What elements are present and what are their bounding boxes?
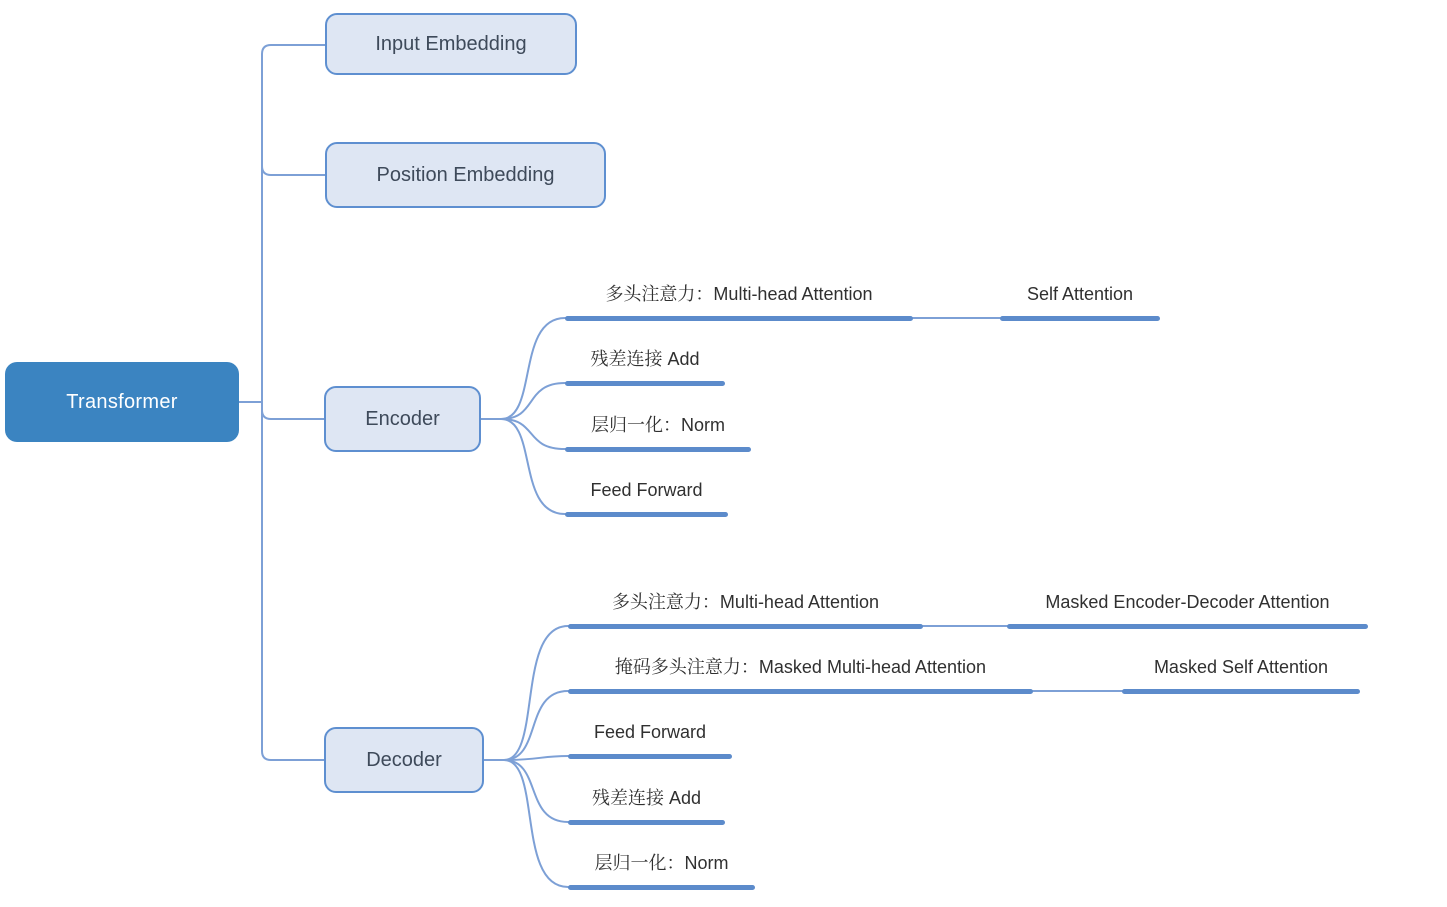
- node-encoder-label: Encoder: [365, 407, 440, 430]
- connector-encoder-layer-norm: [501, 419, 565, 449]
- underline-bar: [1007, 624, 1368, 629]
- node-decoder-label: Decoder: [366, 748, 442, 771]
- underline-bar: [565, 512, 728, 517]
- connector-decoder-feed-forward: [504, 756, 568, 760]
- node-dec-masked-enc-dec-attention-label: Masked Encoder-Decoder Attention: [1045, 592, 1330, 612]
- connector-encoder-multi-head: [501, 318, 565, 419]
- node-input-embedding[interactable]: [325, 13, 577, 75]
- node-enc-feed-forward[interactable]: [565, 478, 728, 517]
- node-enc-residual-add-label: 残差连接 Add: [590, 349, 700, 369]
- node-dec-masked-multi-head-attention-label: 掩码多头注意力：Masked Multi-head Attention: [614, 657, 987, 677]
- node-dec-multi-head-attention[interactable]: [568, 590, 923, 629]
- node-dec-multi-head-attention-label: 多头注意力：Multi-head Attention: [611, 592, 880, 612]
- node-enc-self-attention[interactable]: [1000, 282, 1160, 321]
- node-transformer-label: Transformer: [66, 390, 178, 413]
- underline-bar: [568, 820, 725, 825]
- connector-decoder-residual-add: [504, 760, 568, 822]
- node-encoder[interactable]: [324, 386, 481, 452]
- node-dec-residual-add[interactable]: [568, 786, 725, 825]
- node-position-embedding-label: Position Embedding: [376, 163, 555, 186]
- underline-bar: [568, 624, 923, 629]
- node-dec-residual-add-label: 残差连接 Add: [591, 788, 702, 808]
- node-input-embedding-label: Input Embedding: [375, 32, 527, 55]
- underline-bar: [565, 316, 913, 321]
- connector-trunk-position-embedding: [262, 166, 325, 175]
- underline-bar: [1122, 689, 1360, 694]
- connector-trunk-input-embedding: [262, 45, 325, 402]
- node-dec-feed-forward-label: Feed Forward: [593, 722, 707, 742]
- node-enc-multi-head-attention[interactable]: [565, 282, 913, 321]
- underline-bar: [565, 447, 751, 452]
- connector-encoder-residual-add: [501, 383, 565, 419]
- node-dec-masked-enc-dec-attention[interactable]: [1007, 590, 1368, 629]
- node-enc-multi-head-attention-label: 多头注意力：Multi-head Attention: [605, 284, 873, 304]
- node-decoder[interactable]: [324, 727, 484, 793]
- underline-bar: [568, 689, 1033, 694]
- connector-decoder-masked-multi-head: [504, 691, 568, 760]
- connector-trunk-encoder: [262, 410, 325, 419]
- underline-bar: [568, 754, 732, 759]
- node-dec-masked-multi-head-attention[interactable]: [568, 655, 1033, 694]
- node-dec-feed-forward[interactable]: [568, 720, 732, 759]
- node-enc-layer-norm-label: 层归一化：Norm: [591, 415, 725, 435]
- connector-decoder-layer-norm: [504, 760, 568, 887]
- connector-trunk-decoder: [262, 402, 325, 760]
- node-enc-self-attention-label: Self Attention: [1026, 284, 1134, 304]
- node-position-embedding[interactable]: [325, 142, 606, 208]
- node-dec-masked-self-attention-label: Masked Self Attention: [1153, 657, 1329, 677]
- node-dec-layer-norm[interactable]: [568, 851, 755, 890]
- connector-encoder-feed-forward: [501, 419, 565, 514]
- node-enc-residual-add[interactable]: [565, 347, 725, 386]
- underline-bar: [568, 885, 755, 890]
- underline-bar: [565, 381, 725, 386]
- node-enc-feed-forward-label: Feed Forward: [590, 480, 703, 500]
- node-dec-layer-norm-label: 层归一化：Norm: [594, 853, 729, 873]
- node-enc-layer-norm[interactable]: [565, 413, 751, 452]
- node-transformer[interactable]: [5, 362, 239, 442]
- connector-decoder-multi-head: [504, 626, 568, 760]
- underline-bar: [1000, 316, 1160, 321]
- node-dec-masked-self-attention[interactable]: [1122, 655, 1360, 694]
